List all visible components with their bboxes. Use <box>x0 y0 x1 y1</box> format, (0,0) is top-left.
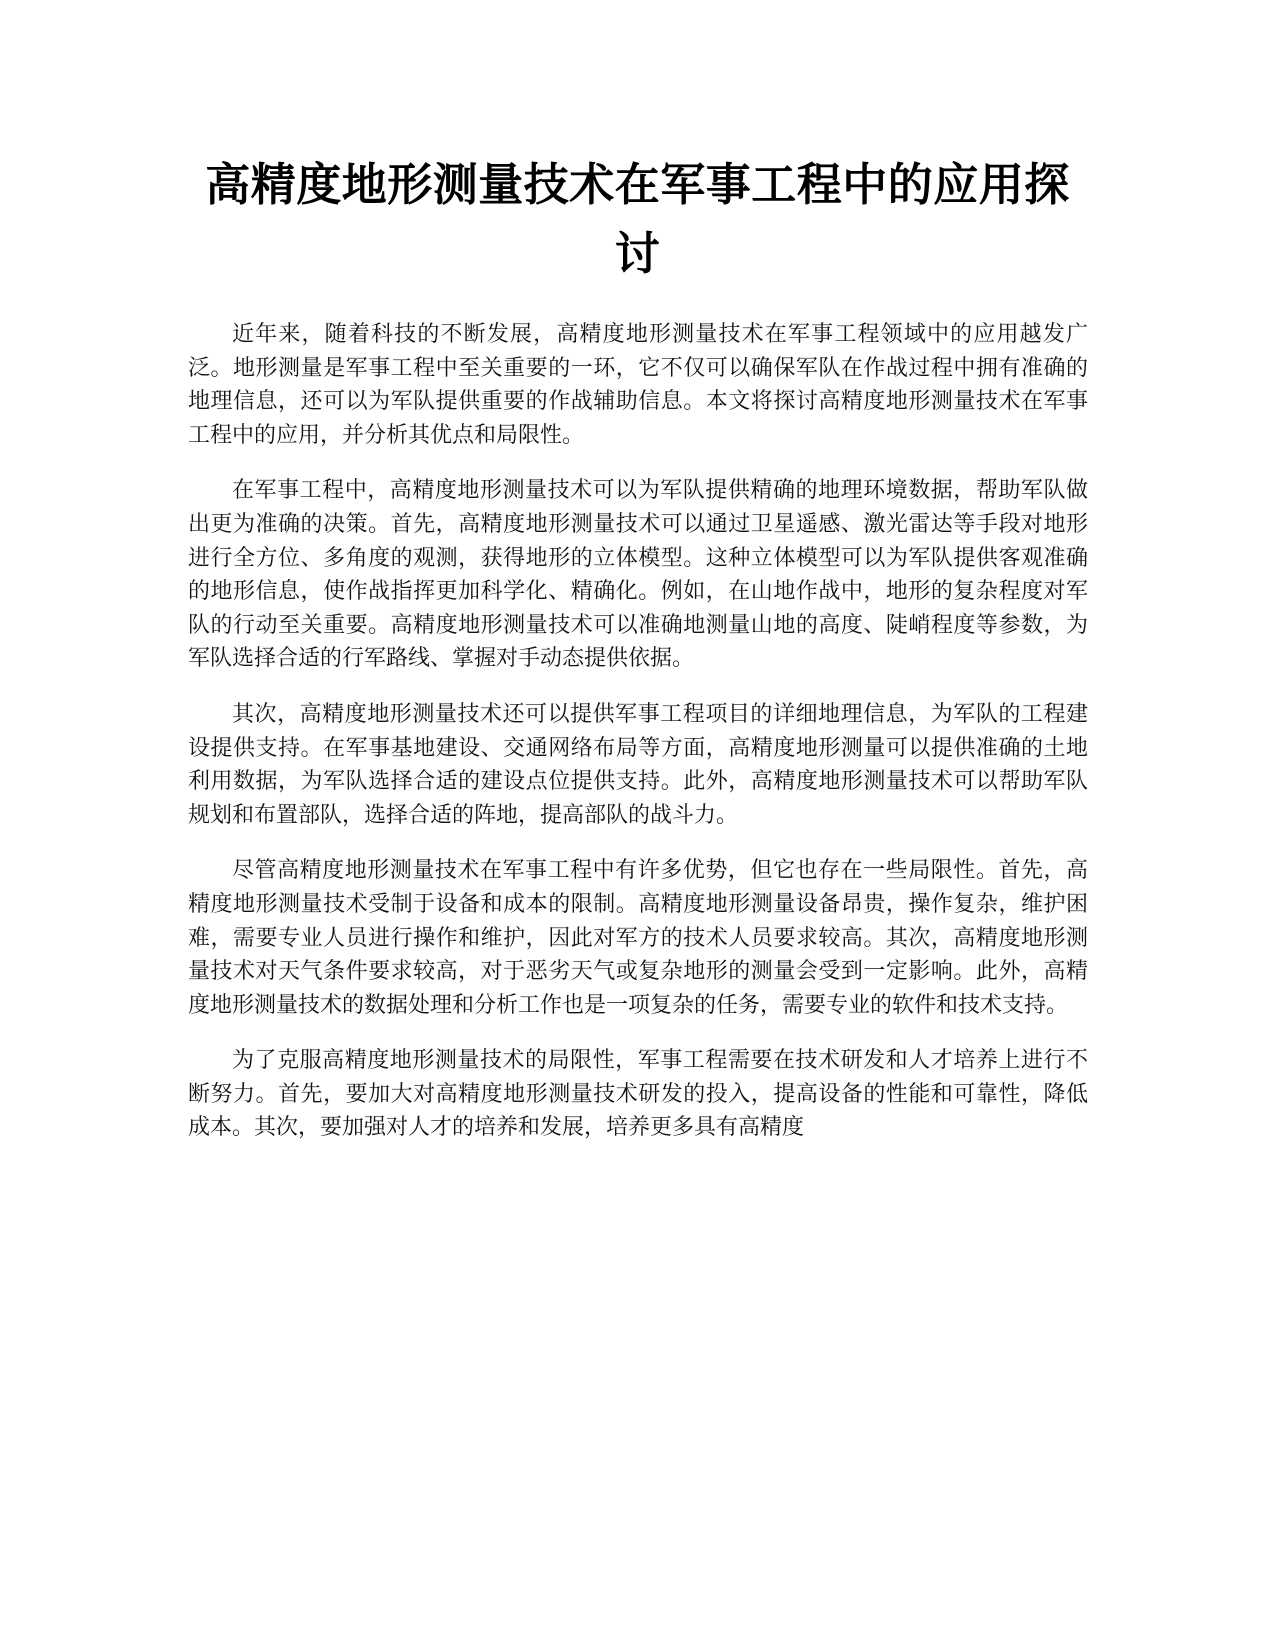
paragraph-1: 近年来，随着科技的不断发展，高精度地形测量技术在军事工程领域中的应用越发广泛。地形测量是军事工程中至关重要的一环，它不仅可以确保军队在作战过程中拥有准确的地理信息，还可以为军队提供重要的作战辅助信息。本文将探讨高精度地形测量技术在军事工程中的应用，并分析其优点和局限性。 <box>188 322 1088 448</box>
document-title: 高精度地形测量技术在军事工程中的应用探讨 <box>205 158 1070 280</box>
paragraph-4: 尽管高精度地形测量技术在军事工程中有许多优势，但它也存在一些局限性。首先，高精度地形测量技术受制于设备和成本的限制。高精度地形测量设备昂贵，操作复杂，维护困难，需要专业人员进行操作和维护，因此对军方的技术人员要求较高。其次，高精度地形测量技术对天气条件要求较高，对于恶劣天气或复杂地形的测量会受到一定影响。此外，高精度地形测量技术的数据处理和分析工作也是一项复杂的任务，需要专业的软件和技术支持。 <box>188 858 1088 1018</box>
paragraph-3: 其次，高精度地形测量技术还可以提供军事工程项目的详细地理信息，为军队的工程建设提供支持。在军事基地建设、交通网络布局等方面，高精度地形测量可以提供准确的土地利用数据，为军队选择合适的建设点位提供支持。此外，高精度地形测量技术可以帮助军队规划和布置部队，选择合适的阵地，提高部队的战斗力。 <box>188 701 1088 828</box>
paragraph-5: 为了克服高精度地形测量技术的局限性，军事工程需要在技术研发和人才培养上进行不断努力。首先，要加大对高精度地形测量技术研发的投入，提高设备的性能和可靠性，降低成本。其次，要加强对人才的培养和发展，培养更多具有高精度 <box>188 1048 1088 1141</box>
document-body <box>188 318 1088 1167</box>
paragraph-2: 在军事工程中，高精度地形测量技术可以为军队提供精确的地理环境数据，帮助军队做出更为准确的决策。首先，高精度地形测量技术可以通过卫星遥感、激光雷达等手段对地形进行全方位、多角度的观测，获得地形的立体模型。这种立体模型可以为军队提供客观准确的地形信息，使作战指挥更加科学化、精确化。例如，在山地作战中，地形的复杂程度对军队的行动至关重要。高精度地形测量技术可以准确地测量山地的高度、陡峭程度等参数，为军队选择合适的行军路线、掌握对手动态提供依据。 <box>188 478 1088 672</box>
